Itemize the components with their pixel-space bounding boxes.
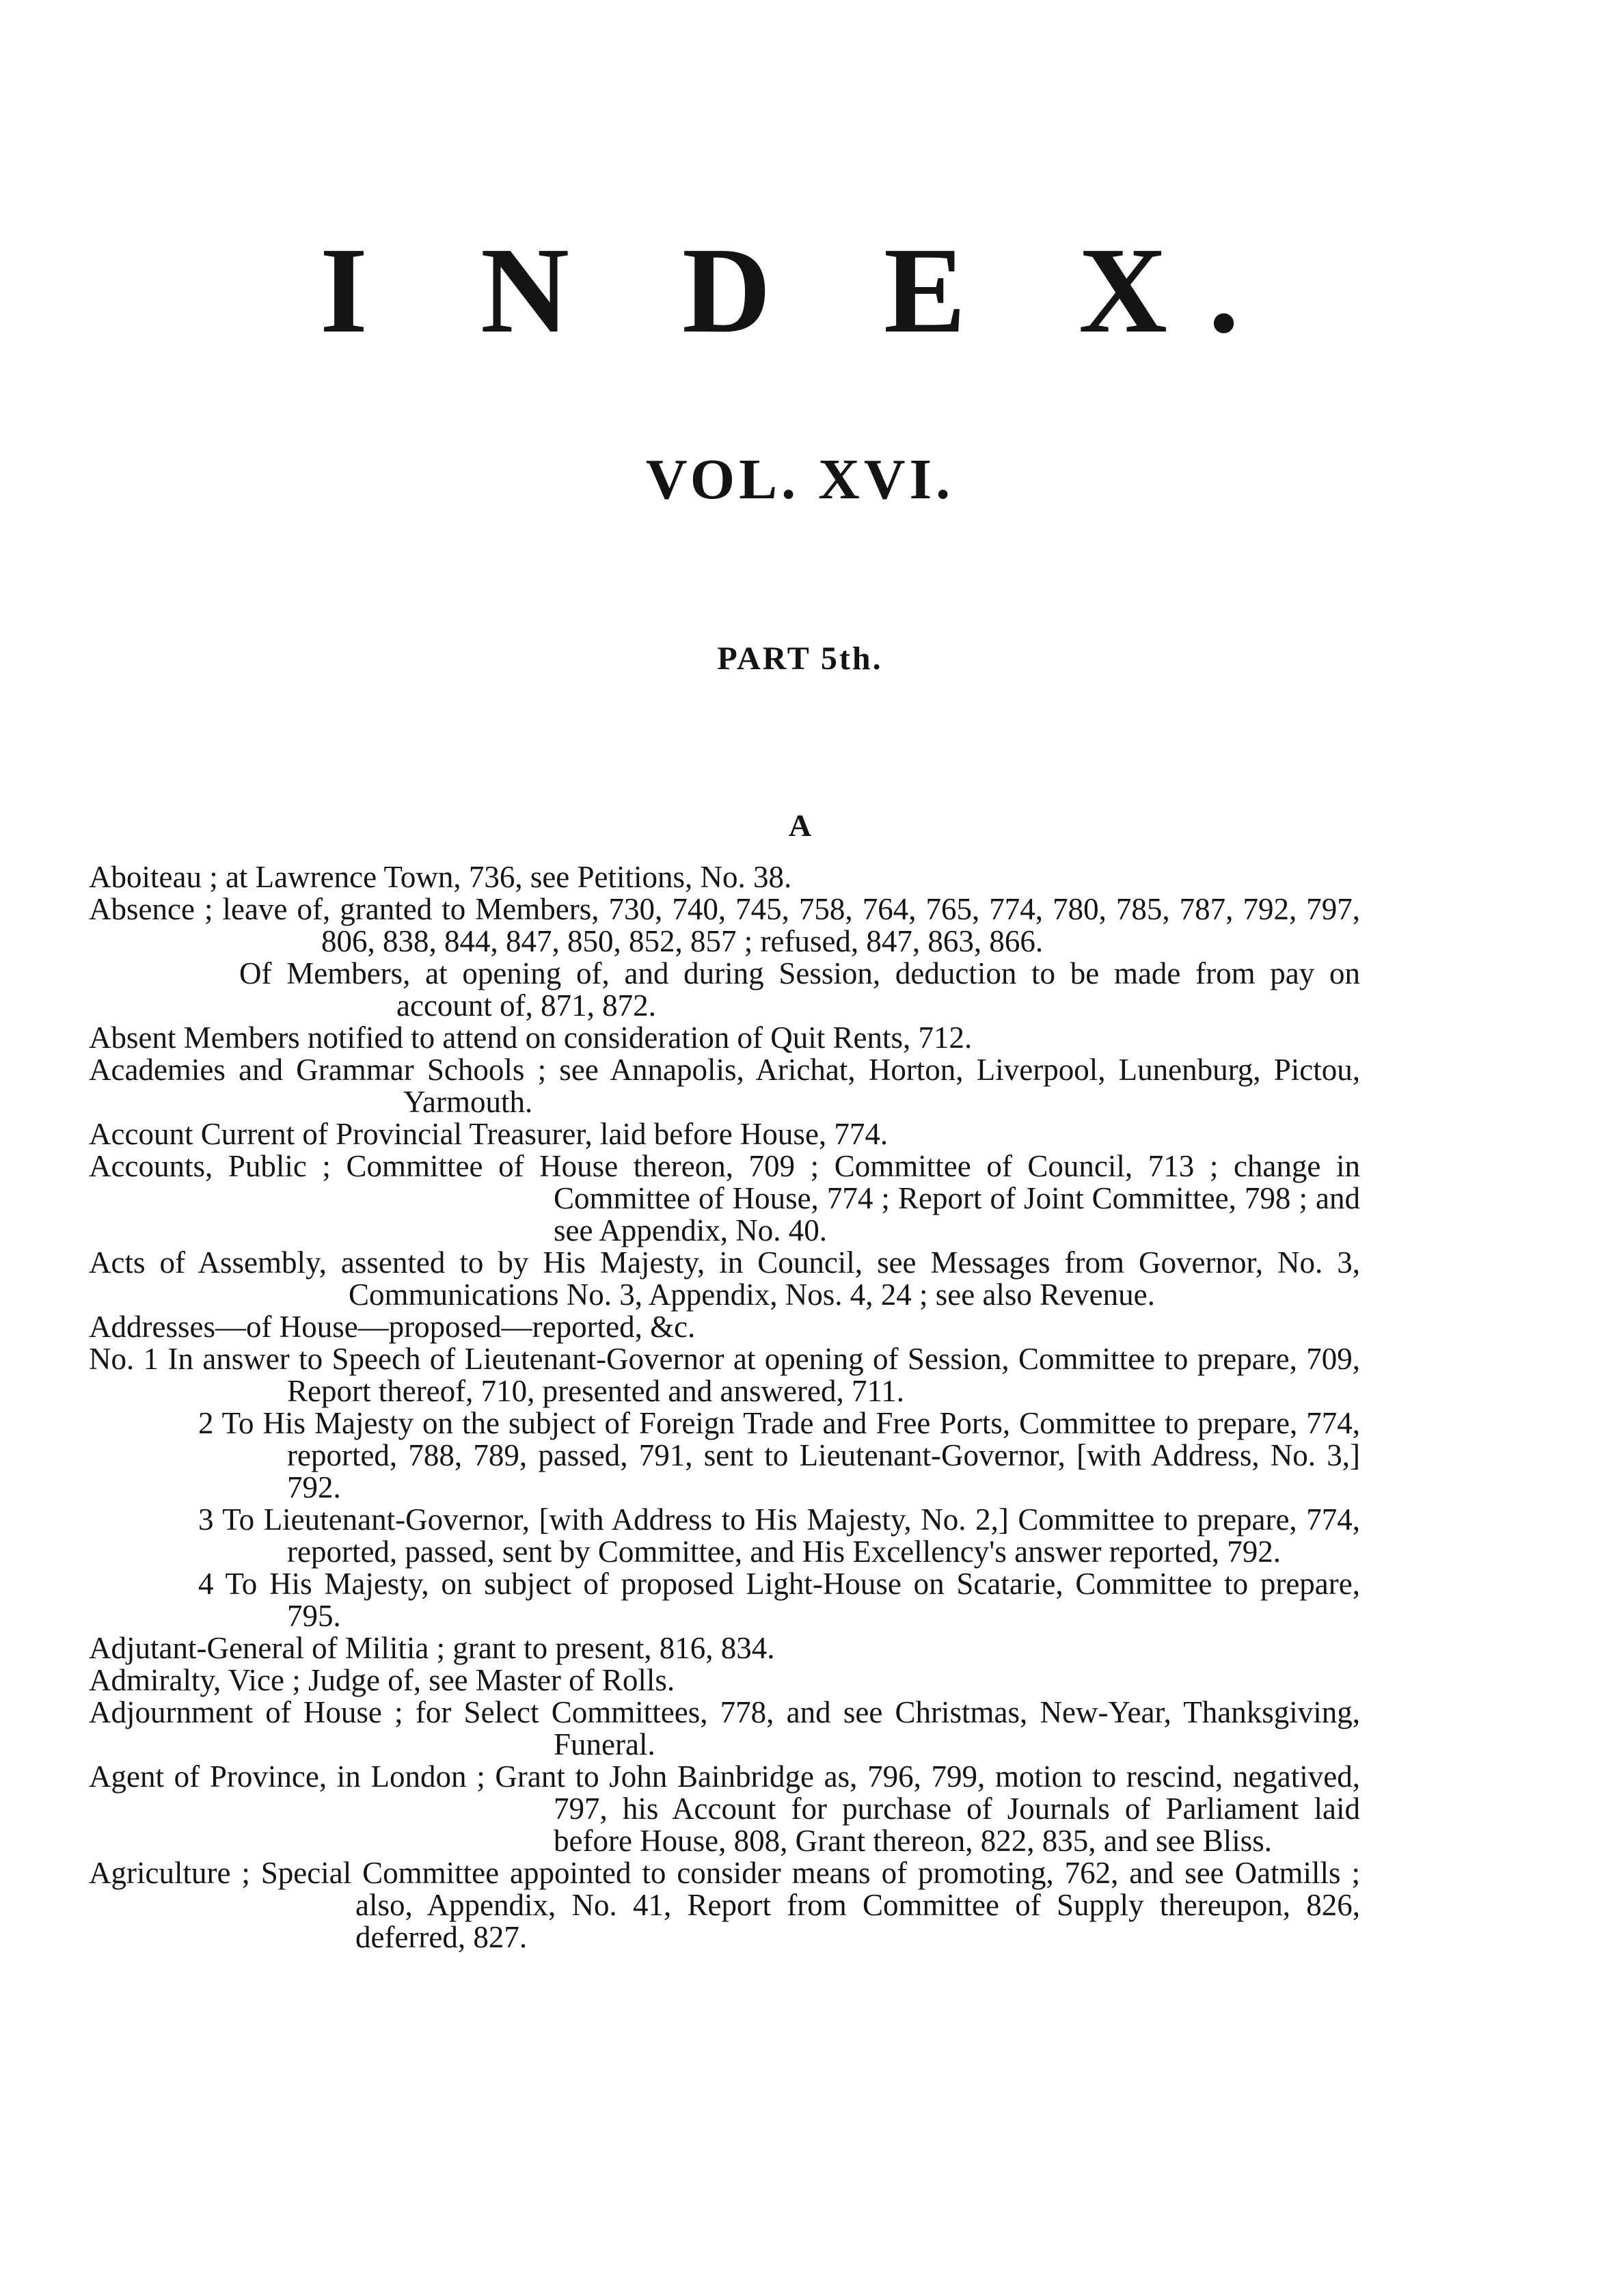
index-entry-aboiteau: Aboiteau ; at Lawrence Town, 736, see Petitions, No. 38.	[89, 860, 792, 894]
index-entries	[89, 861, 1360, 1954]
index-subentry-address-1: No. 1 In answer to Speech of Lieutenant-Governor at opening of Session, Committee to prepare, 709, Report thereof, 710, presented and answered, 711.	[89, 1342, 1360, 1408]
index-subentry-address-4: 4 To His Majesty, on subject of proposed Light-House on Scatarie, Committee to prepare, 795.	[198, 1567, 1360, 1633]
index-entry-adjournment: Adjournment of House ; for Select Committees, 778, and see Christmas, New-Year, Thanksgiving, Funeral.	[89, 1695, 1360, 1761]
index-entry-agriculture: Agriculture ; Special Committee appointed to consider means of promoting, 762, and see Oatmills ; also, Appendix, No. 41, Report from Committee of Supply thereupon, 826, deferred, 827.	[89, 1856, 1360, 1954]
index-entry-accounts-public: Accounts, Public ; Committee of House thereon, 709 ; Committee of Council, 713 ; change in Committee of House, 774 ; Report of Joint Committee, 798 ; and see Appendix, No. 40.	[89, 1149, 1360, 1247]
index-entry-absence: Absence ; leave of, granted to Members, 730, 740, 745, 758, 764, 765, 774, 780, 785, 787, 792, 797, 806, 838, 844, 847, 850, 852, 857 ; refused, 847, 863, 866.	[89, 892, 1360, 958]
index-subentry-absence-members: Of Members, at opening of, and during Session, deduction to be made from pay on account of, 871, 872.	[239, 956, 1360, 1023]
index-entry-acts-of-assembly: Acts of Assembly, assented to by His Majesty, in Council, see Messages from Governor, No. 3, Communications No. 3, Appendix, Nos. 4, 24 ; see also Revenue.	[89, 1245, 1360, 1312]
index-entry-admiralty: Admiralty, Vice ; Judge of, see Master of Rolls.	[89, 1663, 675, 1697]
index-subentry-address-2: 2 To His Majesty on the subject of Foreign Trade and Free Ports, Committee to prepare, 774, reported, 788, 789, passed, 791, sent to Lieutenant-Governor, [with Address, No. 3,] 792.	[198, 1406, 1360, 1504]
index-title: I N D E X.	[319, 222, 1281, 358]
index-entry-adjutant-general: Adjutant-General of Militia ; grant to present, 816, 834.	[89, 1631, 775, 1665]
part-heading: PART 5th.	[717, 640, 883, 677]
index-subentry-address-3: 3 To Lieutenant-Governor, [with Address to His Majesty, No. 2,] Committee to prepare, 774, reported, passed, sent by Committee, and His Excellency's answer reported, 792.	[198, 1502, 1360, 1569]
index-entry-academies: Academies and Grammar Schools ; see Annapolis, Arichat, Horton, Liverpool, Lunenburg, Pictou, Yarmouth.	[89, 1053, 1360, 1119]
section-letter: A	[788, 808, 812, 843]
index-entry-addresses: Addresses—of House—proposed—reported, &c.	[89, 1310, 696, 1344]
index-entry-agent-of-province: Agent of Province, in London ; Grant to John Bainbridge as, 796, 799, motion to rescind, negatived, 797, his Account for purchase of Journals of Parliament laid before House, 808, Grant thereon, 822, 835, and see Bliss.	[89, 1759, 1360, 1858]
index-entry-account-current: Account Current of Provincial Treasurer, laid before House, 774.	[89, 1117, 889, 1151]
volume-heading: VOL. XVI.	[645, 448, 955, 511]
index-entry-absent-members: Absent Members notified to attend on consideration of Quit Rents, 712.	[89, 1021, 973, 1055]
